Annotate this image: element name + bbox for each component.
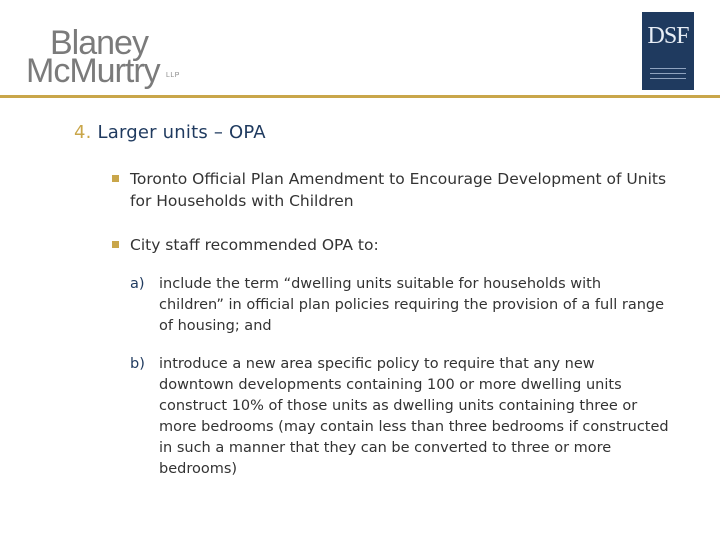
bullet-text: Toronto Official Plan Amendment to Encourage Development of Units for Households with Children [130,170,667,210]
logo-line-blaney: Blaney [50,24,148,62]
title-number: 4. [74,122,92,143]
logo-llp: LLP [166,72,180,79]
dsf-logo-lines [650,68,686,83]
bullet-square-icon [112,241,119,248]
sub-item [130,274,670,337]
sub-item-label: b) [130,356,145,372]
title-text: Larger units – OPA [97,122,266,143]
bullet-text: City staff recommended OPA to: [130,236,379,254]
sub-item-text: include the term “dwelling units suitable for households with children” in official plan policies requiring the provision of a full range of housing; and [159,276,665,334]
slide-title [74,122,266,143]
sub-item-text: introduce a new area specific policy to require that any new downtown developments containing 100 or more dwelling units construct 10% of those units as dwelling units containing three or more bedrooms (may contain less than three bedrooms if constructed in such a manner that they can be converted to three or more bedrooms) [159,356,669,477]
bullet-item [112,234,672,256]
logo-line-mcmurtry: McMurtry [26,52,160,90]
dsf-logo-text: DSF [647,23,689,49]
blaney-mcmurtry-logo [26,26,196,92]
sub-item [130,354,670,480]
dsf-logo [642,12,694,90]
bullet-item [112,168,672,212]
header-divider [0,95,720,98]
bullet-square-icon [112,175,119,182]
sub-item-label: a) [130,276,145,292]
